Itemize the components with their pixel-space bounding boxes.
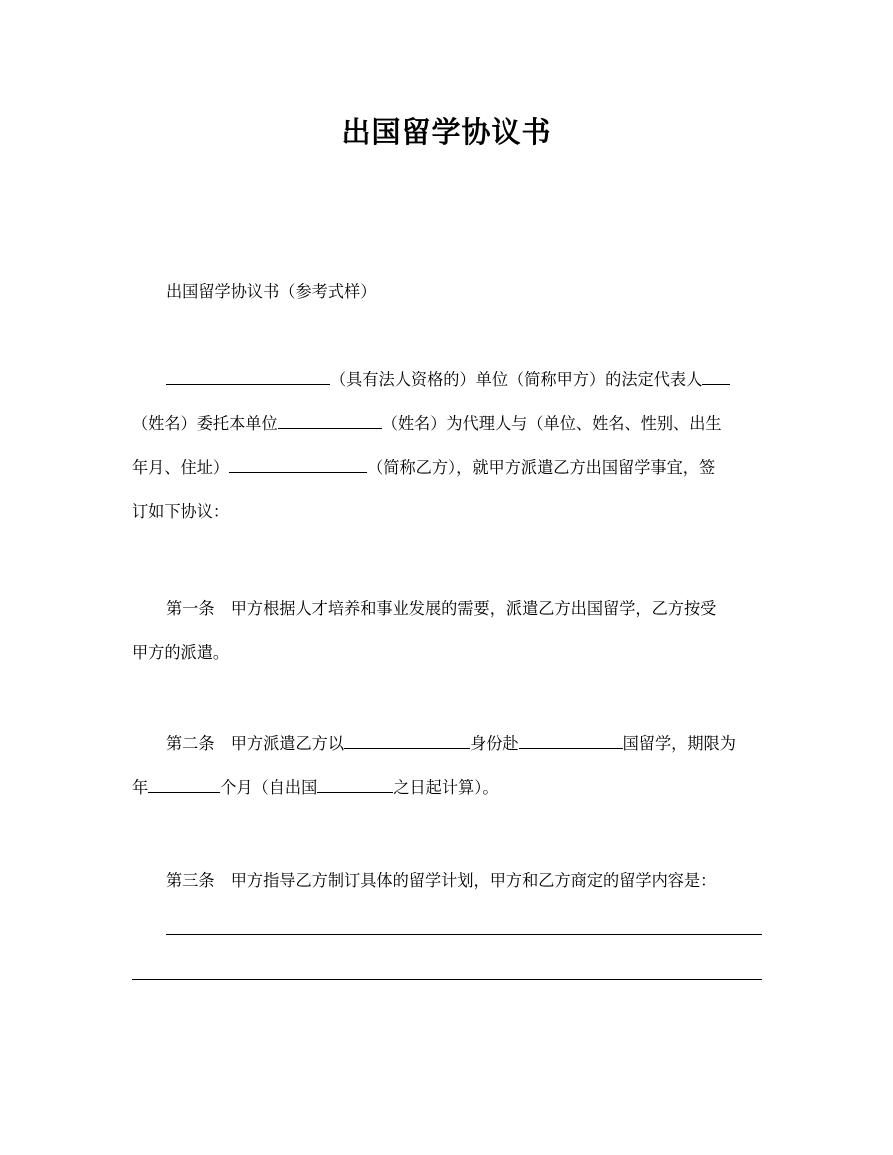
- agent-name-blank: [278, 427, 382, 429]
- preamble-text-5: （简称乙方），就甲方派遣乙方出国留学事宜，签: [367, 458, 716, 477]
- article-3: [132, 859, 764, 903]
- preamble-text-3: （姓名）为代理人与（单位、姓名、性别、出生: [381, 414, 722, 433]
- article-2-line-1: [132, 722, 764, 766]
- departure-date-blank: [317, 791, 393, 793]
- article-2-text-6: 之日起计算）。: [393, 778, 499, 797]
- preamble-text-4: 年月、住址）: [132, 458, 230, 477]
- document-subtitle: [132, 270, 764, 314]
- preamble-line-3: [132, 446, 764, 490]
- preamble-line-4: [132, 490, 764, 534]
- party-b-blank: [229, 471, 367, 473]
- study-content-line-1: [166, 934, 762, 935]
- article-3-text-1: 第三条 甲方指导乙方制订具体的留学计划，甲方和乙方商定的留学内容是：: [166, 871, 717, 890]
- legal-rep-blank: [702, 383, 730, 385]
- study-content-line-2: [132, 979, 762, 980]
- document-title: 出国留学协议书: [341, 115, 552, 149]
- article-1: [132, 587, 764, 675]
- article-1-text-1: 第一条 甲方根据人才培养和事业发展的需要，派遣乙方出国留学，乙方按受: [166, 599, 717, 618]
- country-blank: [519, 747, 623, 749]
- identity-blank: [344, 747, 470, 749]
- article-1-line-1: [132, 587, 764, 631]
- article-2-text-5: 个月（自出国: [220, 778, 318, 797]
- article-2-line-2: [132, 766, 764, 810]
- preamble-text-1: （具有法人资格的）单位（简称甲方）的法定代表人: [330, 370, 703, 389]
- preamble-line-2: [132, 402, 764, 446]
- subtitle-text: 出国留学协议书（参考式样）: [166, 282, 377, 301]
- preamble-text-2: （姓名）委托本单位: [132, 414, 278, 433]
- article-1-text-2: 甲方的派遣。: [132, 643, 230, 662]
- preamble-paragraph: [132, 358, 764, 534]
- article-2-text-3: 国留学，期限为: [622, 734, 736, 753]
- preamble-line-1: [132, 358, 764, 402]
- preamble-text-6: 订如下协议：: [132, 502, 230, 521]
- article-2: [132, 722, 764, 810]
- unit-name-blank: [166, 383, 330, 385]
- article-3-line-1: [132, 859, 764, 903]
- article-2-text-2: 身份赴: [470, 734, 519, 753]
- article-2-text-4: 年: [132, 778, 149, 797]
- article-2-text-1: 第二条 甲方派遣乙方以: [166, 734, 345, 753]
- months-blank: [148, 791, 220, 793]
- article-1-line-2: [132, 631, 764, 675]
